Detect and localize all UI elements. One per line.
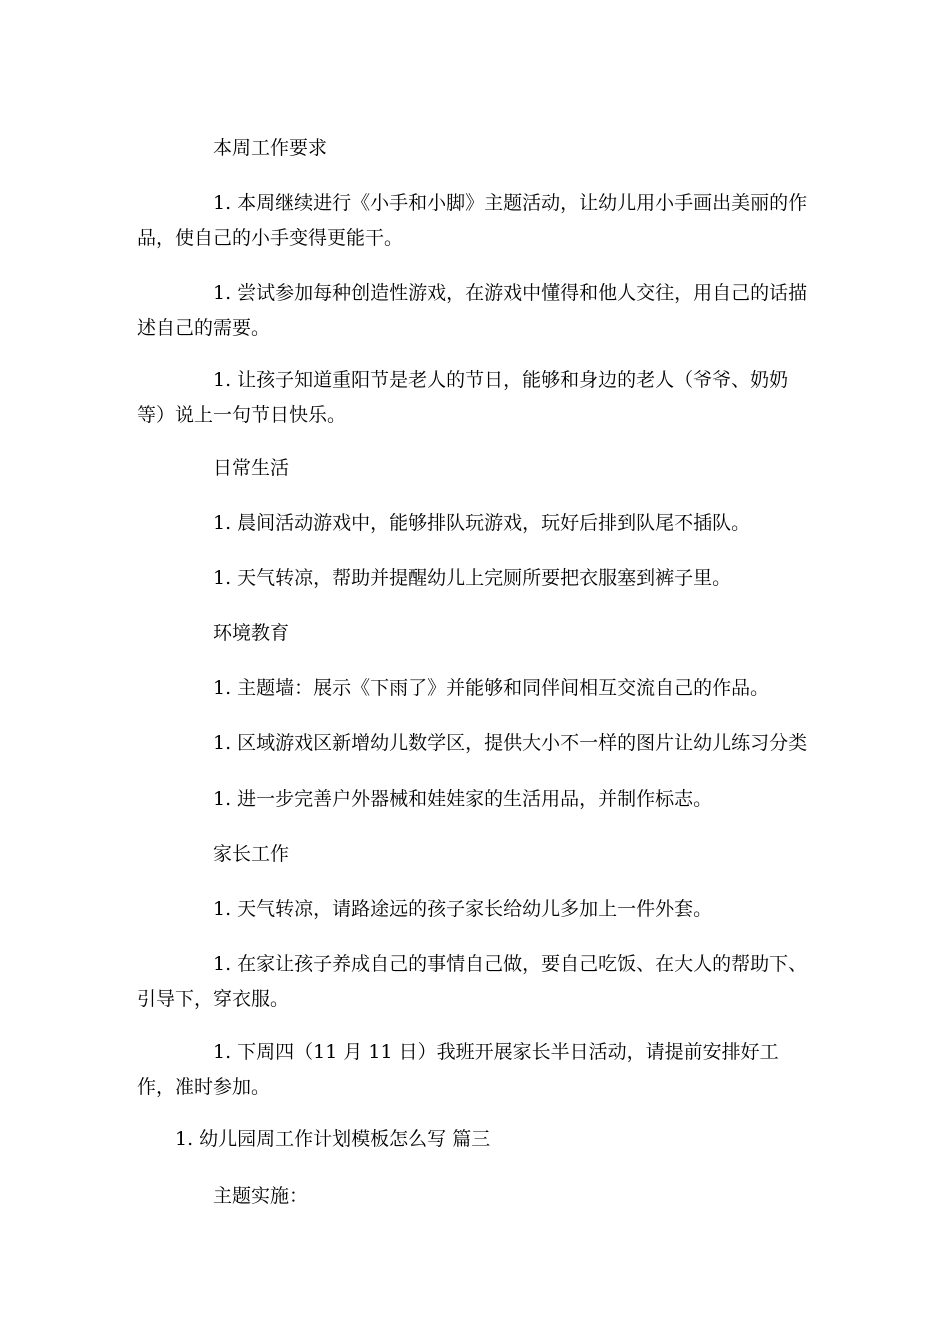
paragraph: 1. 晨间活动游戏中，能够排队玩游戏，玩好后排到队尾不插队。 [213,512,751,534]
paragraph: 1. 进一步完善户外器械和娃娃家的生活用品，并制作标志。 [213,788,713,810]
paragraph: 1. 区域游戏区新增幼儿数学区，提供大小不一样的图片让幼儿练习分类 [213,732,808,754]
heading-weekly-requirements: 本周工作要求 [213,137,328,159]
heading-environment-education: 环境教育 [213,622,290,644]
paragraph: 1. 下周四（11 月 11 日）我班开展家长半日活动，请提前安排好工作，准时参加。 [137,1041,779,1098]
paragraph: 1. 本周继续进行《小手和小脚》主题活动，让幼儿用小手画出美丽的作品，使自己的小手变得更能干。 [137,192,808,249]
paragraph: 1. 在家让孩子养成自己的事情自己做，要自己吃饭、在大人的帮助下、引导下，穿衣服。 [137,953,808,1010]
paragraph: 1. 主题墙：展示《下雨了》并能够和同伴间相互交流自己的作品。 [213,677,770,699]
paragraph: 1. 天气转凉，帮助并提醒幼儿上完厕所要把衣服塞到裤子里。 [213,567,732,589]
paragraph: 1. 让孩子知道重阳节是老人的节日，能够和身边的老人（爷爷、奶奶等）说上一句节日快乐。 [137,369,789,426]
heading-parent-work: 家长工作 [213,843,290,865]
paragraph: 1. 天气转凉，请路途远的孩子家长给幼儿多加上一件外套。 [213,898,713,920]
section-title: 1. 幼儿园周工作计划模板怎么写 篇三 [175,1128,491,1150]
heading-daily-life: 日常生活 [213,457,290,479]
heading-theme-implementation: 主题实施： [213,1185,309,1207]
paragraph: 1. 尝试参加每种创造性游戏，在游戏中懂得和他人交往，用自己的话描述自己的需要。 [137,282,808,339]
